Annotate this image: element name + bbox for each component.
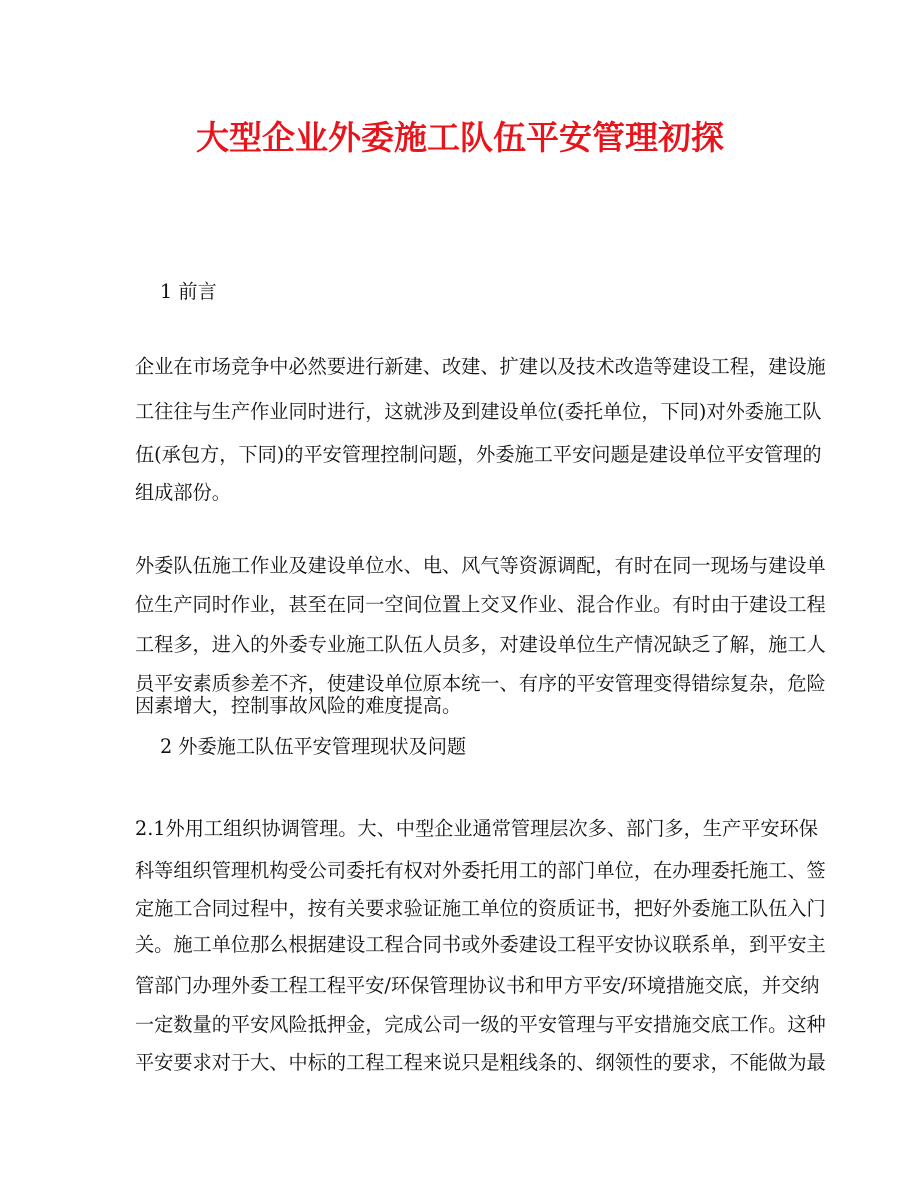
paragraph-line: 员平安素质参差不齐，使建设单位原本统一、有序的平安管理变得错综复杂，危险	[135, 672, 826, 695]
paragraph-line: 工程多，进入的外委专业施工队伍人员多，对建设单位生产情况缺乏了解，施工人	[135, 633, 826, 656]
paragraph-line: 因素增大，控制事故风险的难度提高。	[135, 694, 462, 717]
paragraph-line: 伍(承包方，下同)的平安管理控制问题，外委施工平安问题是建设单位平安管理的	[135, 443, 822, 466]
section-heading-2: 2 外委施工队伍平安管理现状及问题	[160, 735, 467, 758]
section-heading-1: 1 前言	[160, 280, 217, 303]
paragraph-line: 组成部份。	[135, 481, 231, 504]
paragraph-line: 外委队伍施工作业及建设单位水、电、风气等资源调配，有时在同一现场与建设单	[135, 554, 826, 577]
paragraph-line: 工往往与生产作业同时进行，这就涉及到建设单位(委托单位，下同)对外委施工队	[135, 400, 822, 423]
paragraph-line: 企业在市场竞争中必然要进行新建、改建、扩建以及技术改造等建设工程，建设施	[135, 355, 826, 378]
paragraph-line: 关。施工单位那么根据建设工程合同书或外委建设工程平安协议联系单，到平安主	[135, 933, 826, 956]
paragraph-line: 定施工合同过程中，按有关要求验证施工单位的资质证书，把好外委施工队伍入门	[135, 897, 826, 920]
paragraph-line: 管部门办理外委工程工程平安/环保管理协议书和甲方平安/环境措施交底，并交纳	[135, 974, 820, 997]
document-title: 大型企业外委施工队伍平安管理初探	[196, 118, 724, 157]
paragraph-line: 2.1外用工组织协调管理。大、中型企业通常管理层次多、部门多，生产平安环保	[135, 817, 818, 840]
paragraph-line: 科等组织管理机构受公司委托有权对外委托用工的部门单位，在办理委托施工、签	[135, 859, 826, 882]
paragraph-line: 一定数量的平安风险抵押金，完成公司一级的平安管理与平安措施交底工作。这种	[135, 1013, 826, 1036]
paragraph-line: 位生产同时作业，甚至在同一空间位置上交叉作业、混合作业。有时由于建设工程	[135, 593, 826, 616]
paragraph-line: 平安要求对于大、中标的工程工程来说只是粗线条的、纲领性的要求，不能做为最	[135, 1051, 826, 1074]
